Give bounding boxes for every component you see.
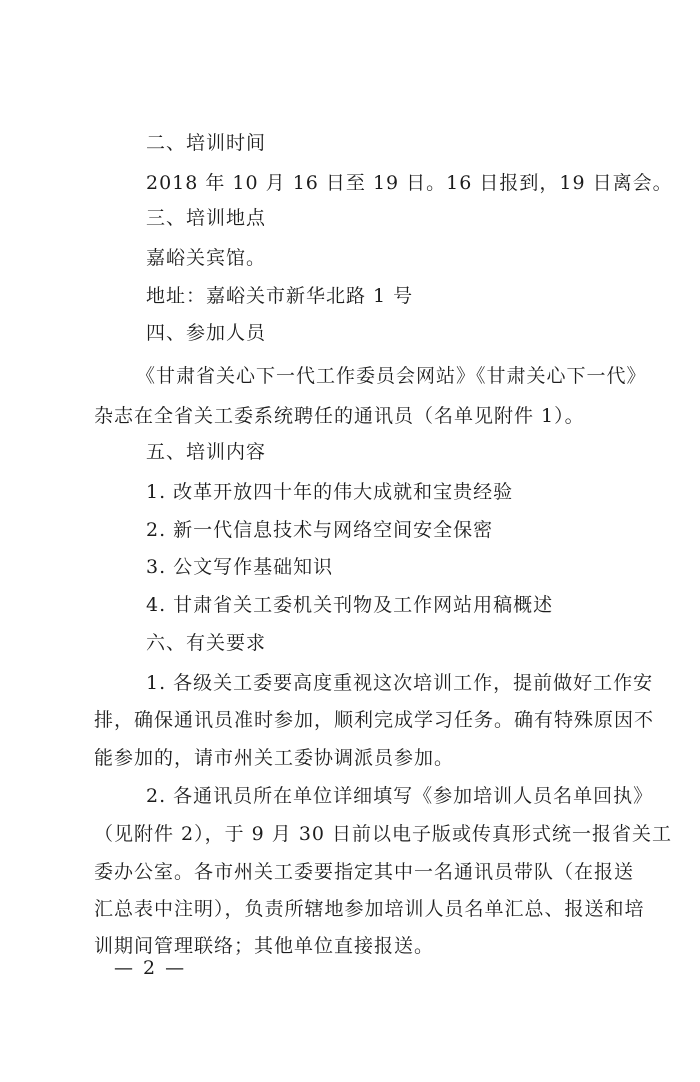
section-participants-heading: 四、参加人员 [146,322,267,344]
section-requirements-heading: 六、有关要求 [146,632,267,654]
content-item-1: 1. 改革开放四十年的伟大成就和宝贵经验 [146,481,514,503]
section-participants-line-2: 杂志在全省关工委系统聘任的通讯员（名单见附件 1）。 [94,405,585,427]
section-location-venue: 嘉峪关宾馆。 [146,247,267,269]
requirement-1-line-1: 1. 各级关工委要高度重视这次培训工作，提前做好工作安 [146,672,654,694]
section-location-heading: 三、培训地点 [146,207,267,229]
section-content-heading: 五、培训内容 [146,441,267,463]
requirement-1-line-3: 能参加的，请市州关工委协调派员参加。 [94,747,455,769]
requirement-2-line-4: 汇总表中注明），负责所辖地参加培训人员名单汇总、报送和培 [94,898,645,920]
section-participants-line-1: 《甘肃省关心下一代工作委员会网站》《甘肃关心下一代》 [136,365,647,387]
section-time-heading: 二、培训时间 [146,132,267,154]
requirement-2-line-3: 委办公室。各市州关工委要指定其中一名通讯员带队（在报送 [94,861,635,883]
requirement-2-line-2: （见附件 2），于 9 月 30 日前以电子版或传真形式统一报省关工 [94,823,673,845]
requirement-2-line-1: 2. 各通讯员所在单位详细填写《参加培训人员名单回执》 [146,785,654,807]
content-item-2: 2. 新一代信息技术与网络空间安全保密 [146,519,494,541]
section-location-address: 地址：嘉峪关市新华北路 1 号 [146,285,414,307]
requirement-2-line-5: 训期间管理联络；其他单位直接报送。 [94,935,435,957]
requirement-1-line-2: 排，确保通讯员准时参加，顺利完成学习任务。确有特殊原因不 [94,709,655,731]
content-item-4: 4. 甘肃省关工委机关刊物及工作网站用稿概述 [146,594,554,616]
content-item-3: 3. 公文写作基础知识 [146,556,334,578]
page-number: — 2 — [114,957,187,979]
section-time-text: 2018 年 10 月 16 日至 19 日。16 日报到，19 日离会。 [146,172,673,194]
